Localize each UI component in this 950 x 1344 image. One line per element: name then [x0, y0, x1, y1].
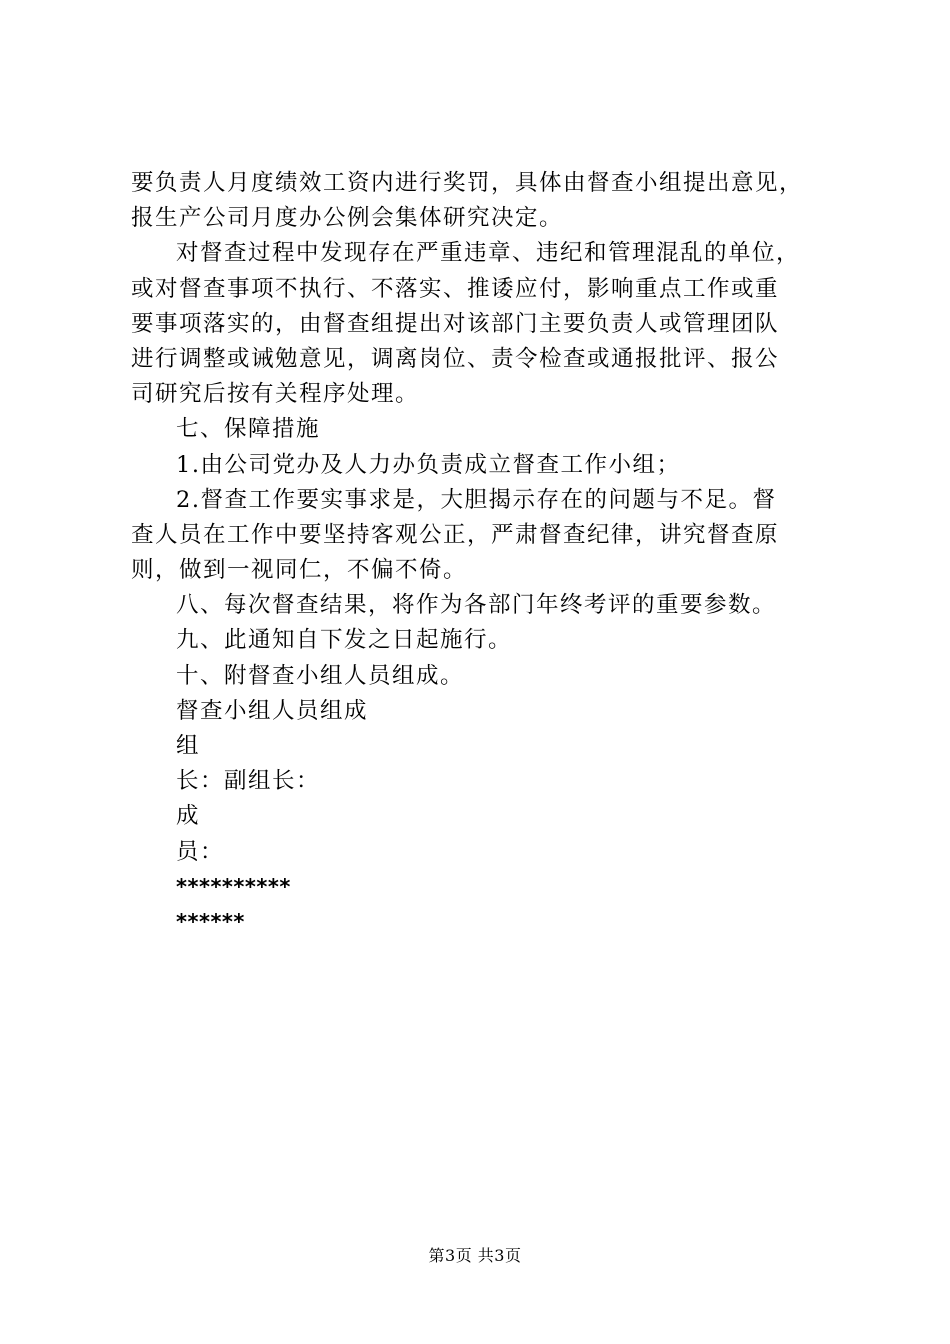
placeholder-stars: ******: [176, 909, 245, 934]
text-line: 司研究后按有关程序处理。: [131, 381, 420, 408]
section-heading: 九、此通知自下发之日起施行。: [176, 627, 513, 654]
subsection-title: 督查小组人员组成: [176, 697, 369, 724]
text-line: 要事项落实的，由督查组提出对该部门主要负责人或管理团队: [131, 310, 780, 337]
placeholder-stars: **********: [176, 874, 291, 899]
section-heading: 八、每次督查结果，将作为各部门年终考评的重要参数。: [176, 592, 777, 619]
text-line: 1.由公司党办及人力办负责成立督查工作小组；: [176, 451, 681, 478]
text-line: 则，做到一视同仁，不偏不倚。: [131, 557, 468, 584]
text-line: 或对督查事项不执行、不落实、推诿应付，影响重点工作或重: [131, 275, 780, 302]
text-line: 员：: [176, 838, 225, 865]
section-heading: 十、附督查小组人员组成。: [176, 662, 465, 689]
text-line: 进行调整或诫勉意见，调离岗位、责令检查或通报批评、报公: [131, 345, 780, 372]
page-number-footer: 第3页 共3页: [428, 1246, 522, 1265]
text-line: 成: [176, 803, 201, 830]
text-line: 对督查过程中发现存在严重违章、违纪和管理混乱的单位，: [176, 240, 801, 267]
document-body: [131, 166, 831, 940]
text-line: 报生产公司月度办公例会集体研究决定。: [131, 205, 564, 232]
text-line: 组: [176, 733, 201, 759]
text-line: 长：副组长：: [176, 768, 321, 795]
text-line: 查人员在工作中要坚持客观公正，严肃督查纪律，讲究督查原: [131, 521, 780, 548]
text-line: 要负责人月度绩效工资内进行奖罚，具体由督查小组提出意见，: [131, 170, 804, 196]
section-heading: 七、保障措施: [176, 416, 321, 443]
text-line: 2.督查工作要实事求是，大胆揭示存在的问题与不足。督: [176, 486, 777, 513]
